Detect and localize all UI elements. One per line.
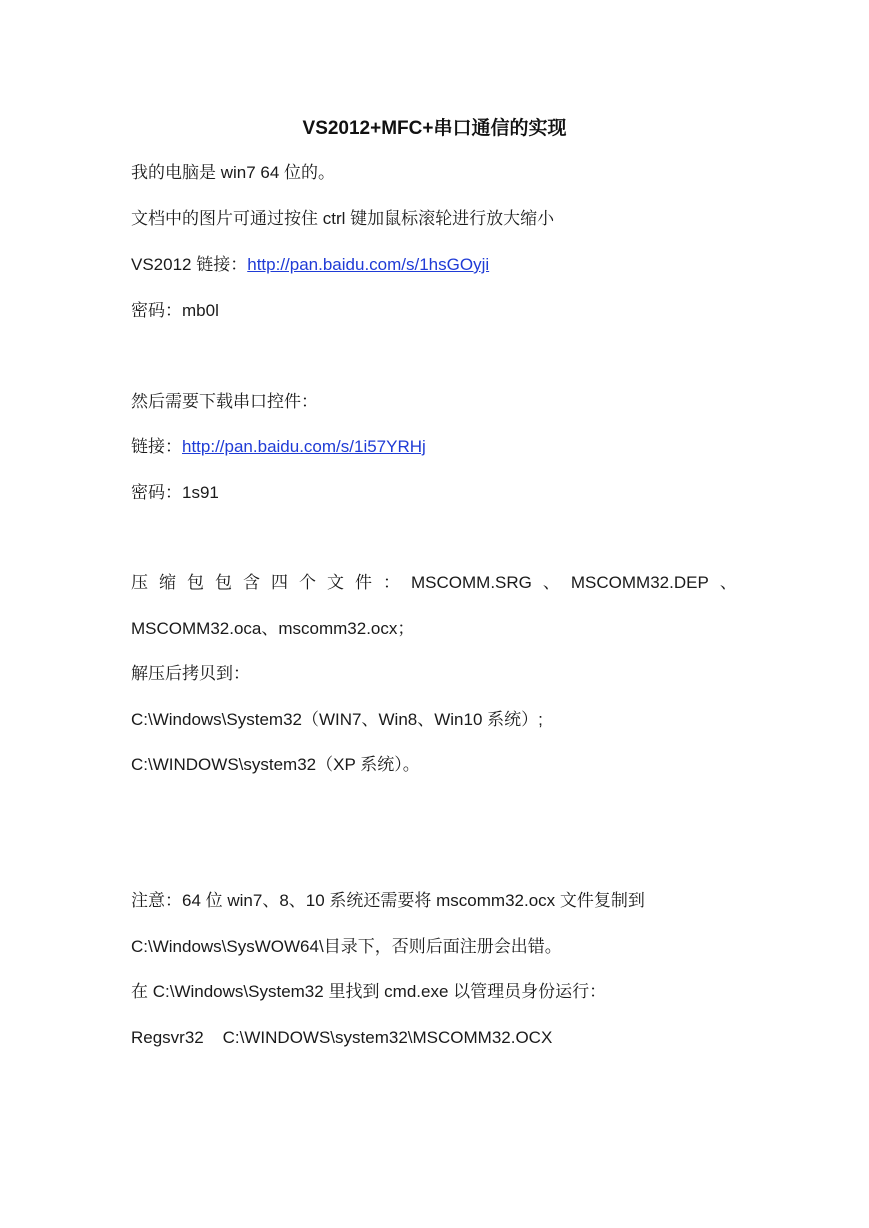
control-download-link[interactable]: http://pan.baidu.com/s/1i57YRHj: [182, 437, 426, 456]
document-title: VS2012+MFC+串口通信的实现: [302, 118, 567, 139]
note-line-2: C:\Windows\SysWOW64\目录下，否则后面注册会出错。: [131, 937, 562, 956]
zip-contents-line: [131, 571, 737, 595]
zip-char: 、: [542, 573, 560, 592]
unzip-instruction-text: 解压后拷贝到：: [131, 664, 250, 683]
computer-info-text: 我的电脑是 win7 64 位的。: [131, 163, 336, 182]
vs2012-link-line: [131, 253, 749, 277]
control-link-line: [131, 435, 749, 459]
run-cmd-text: 在 C:\Windows\System32 里找到 cmd.exe 以管理员身份运行：: [131, 982, 607, 1001]
zip-char: 件: [355, 573, 372, 592]
vs2012-download-link[interactable]: http://pan.baidu.com/s/1hsGOyji: [247, 255, 490, 274]
note-line-1: 注意：64 位 win7、8、10 系统还需要将 mscomm32.ocx 文件复制到: [131, 891, 645, 910]
zip-file-name: MSCOMM32.DEP: [570, 573, 709, 592]
zip-char: 缩: [159, 573, 176, 592]
download-control-text: 然后需要下载串口控件：: [131, 392, 318, 411]
control-link-label: 链接：: [131, 437, 182, 456]
path-xp-text: C:\WINDOWS\system32（XP 系统）。: [131, 755, 420, 774]
zip-char: 包: [215, 573, 232, 592]
zip-char: 、: [719, 573, 737, 592]
zip-char: 四: [271, 573, 288, 592]
vs2012-password-text: 密码：mb0l: [131, 301, 219, 320]
control-password-text: 密码：1s91: [131, 483, 219, 502]
zip-char: 压: [131, 573, 148, 592]
zip-char: 包: [187, 573, 204, 592]
zip-file-name: MSCOMM.SRG: [411, 573, 532, 592]
zip-char: 含: [243, 573, 260, 592]
zip-contents-line-2: MSCOMM32.oca、mscomm32.ocx；: [131, 619, 415, 638]
regsvr-command-text: Regsvr32 C:\WINDOWS\system32\MSCOMM32.OCX: [131, 1028, 553, 1047]
vs2012-link-label: VS2012 链接：: [131, 255, 248, 274]
zip-char: ：: [383, 573, 400, 592]
zoom-hint-text: 文档中的图片可通过按住 ctrl 键加鼠标滚轮进行放大缩小: [131, 209, 555, 228]
zip-char: 文: [327, 573, 344, 592]
path-win7-text: C:\Windows\System32（WIN7、Win8、Win10 系统）;: [131, 710, 543, 729]
zip-char: 个: [299, 573, 316, 592]
